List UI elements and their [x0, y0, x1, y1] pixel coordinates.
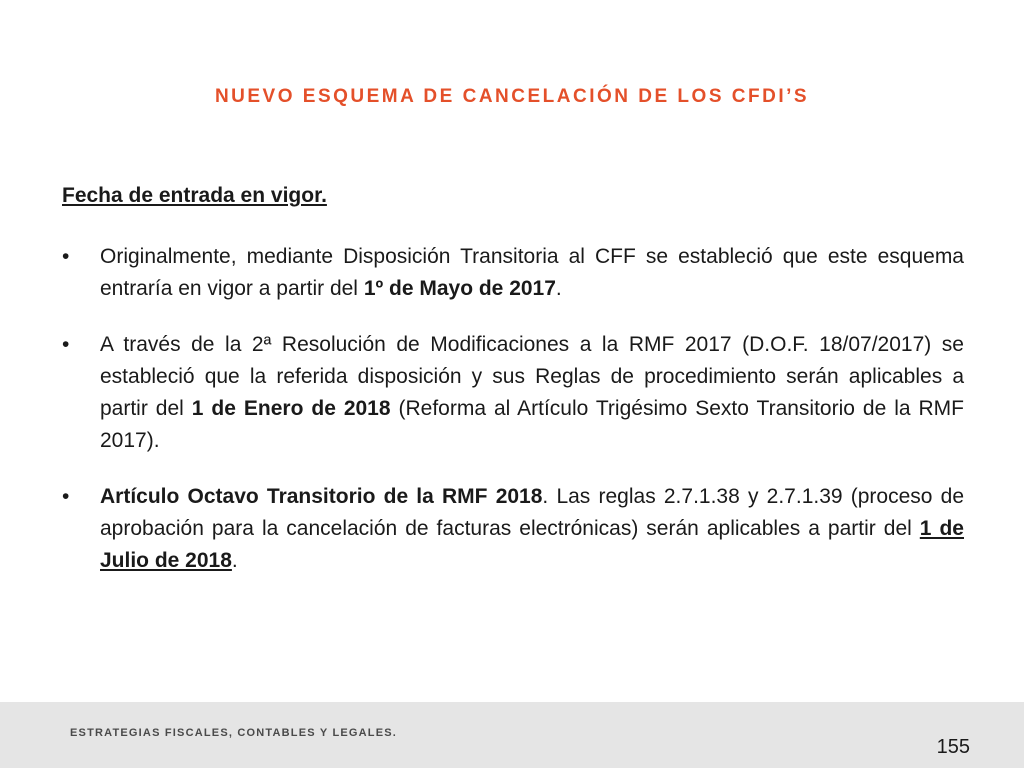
bullet-item-1	[62, 241, 964, 305]
bullet-icon: •	[62, 485, 70, 508]
footer-text: ESTRATEGIAS FISCALES, CONTABLES Y LEGALES.	[70, 727, 398, 739]
page-number: 155	[936, 736, 970, 758]
bullet-text-end: .	[231, 549, 238, 572]
bullet-text-end: .	[555, 277, 562, 300]
bullet-icon: •	[62, 333, 70, 356]
bullet-article: Artículo Octavo Transitorio de la RMF 2018	[100, 485, 543, 508]
bullet-text: . Las reglas 2.7.1.38 y 2.7.1.39 (proceso de aprobación para la cancelación de facturas electrónicas) serán aplicables a partir del	[100, 485, 965, 540]
slide-content	[62, 181, 964, 601]
bullet-date: 1 de Enero de 2018	[191, 397, 391, 420]
bullet-list	[62, 241, 964, 577]
bullet-date: 1 de Julio de 2018	[100, 517, 964, 572]
bullet-icon: •	[62, 245, 70, 268]
bullet-text: Originalmente, mediante Disposición Transitoria al CFF se estableció que este esquema entraría en vigor a partir del	[100, 245, 964, 300]
section-heading: Fecha de entrada en vigor.	[62, 184, 327, 207]
bullet-item-2	[62, 329, 964, 457]
bullet-text: A través de la 2ª Resolución de Modificaciones a la RMF 2017 (D.O.F. 18/07/2017) se estableció que la referida disposición y sus Reglas de procedimiento serán aplicables a partir del	[100, 333, 964, 420]
footer-bar	[0, 702, 1024, 768]
slide-title: NUEVO ESQUEMA DE CANCELACIÓN DE LOS CFDI’S	[214, 86, 810, 107]
bullet-date: 1º de Mayo de 2017	[363, 277, 556, 300]
bullet-text-end: (Reforma al Artículo Trigésimo Sexto Transitorio de la RMF 2017).	[100, 397, 965, 452]
bullet-item-3	[62, 481, 964, 577]
